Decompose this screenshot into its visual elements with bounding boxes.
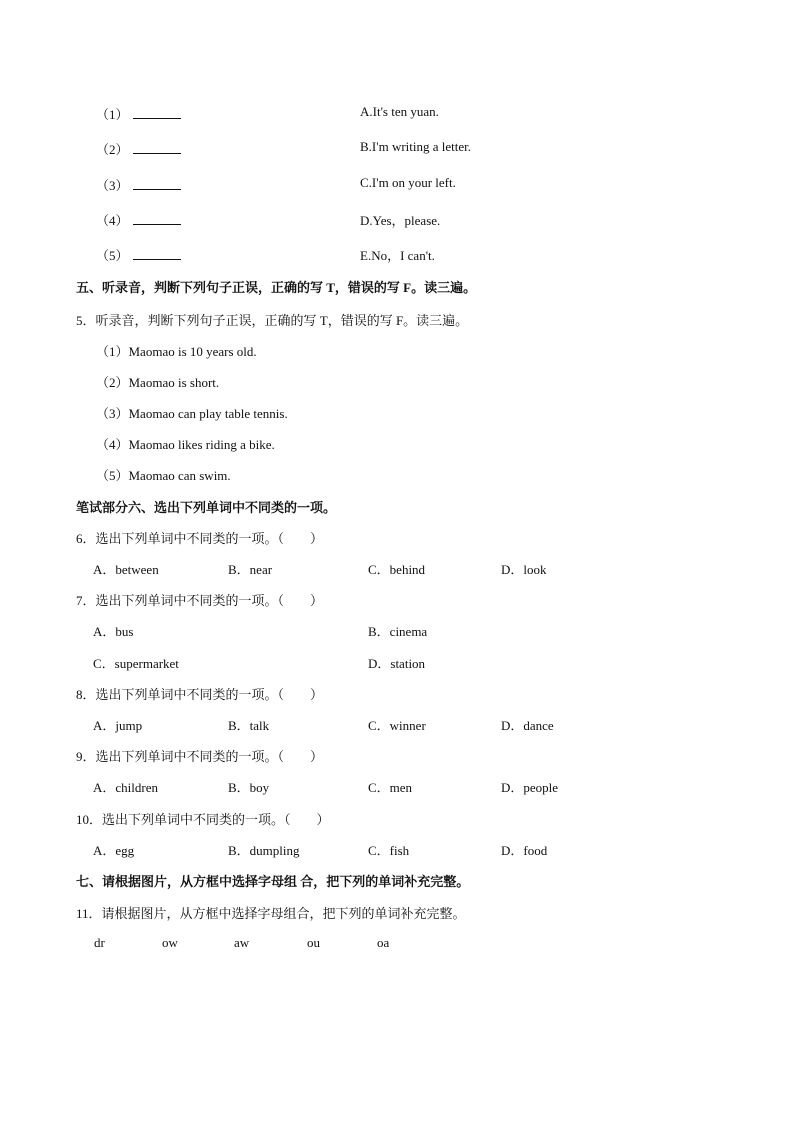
q10-option-b[interactable]: B．dumpling: [228, 843, 300, 858]
match-blank-2: [96, 139, 181, 158]
q8-option-c[interactable]: C．winner: [368, 718, 426, 733]
q6-option-c[interactable]: C．behind: [368, 562, 426, 577]
question-7-stem: 7．选出下列单词中不同类的一项。（ ）: [76, 593, 324, 608]
question-5-stem: 5．听录音，判断下列句子正误，正确的写 T，错误的写 F。读三遍。: [76, 313, 469, 328]
statement-5: （5）Maomao can swim.: [96, 468, 231, 483]
q9-option-c[interactable]: C．men: [368, 780, 413, 795]
question-6-stem: 6．选出下列单词中不同类的一项。（ ）: [76, 531, 324, 546]
statement-4: （4）Maomao likes riding a bike.: [96, 437, 275, 452]
match-blank-4: [96, 210, 181, 229]
match-blank-3: [96, 175, 181, 194]
match-blank-5: [96, 245, 181, 264]
question-8-stem: 8．选出下列单词中不同类的一项。（ ）: [76, 687, 324, 702]
blank-number: （2）: [96, 142, 129, 157]
answer-blank[interactable]: [133, 248, 181, 260]
section-5-heading: 五、听录音，判断下列句子正误，正确的写 T，错误的写 F。读三遍。: [76, 280, 477, 295]
q8-option-d[interactable]: D．dance: [501, 718, 554, 733]
q10-option-c[interactable]: C．fish: [368, 843, 410, 858]
q6-option-a[interactable]: A．between: [93, 562, 159, 577]
blank-number: （4）: [96, 213, 129, 228]
match-answer-d: D.Yes，please.: [360, 213, 441, 228]
letter-combo-dr: dr: [94, 935, 105, 950]
match-answer-a: A.It's ten yuan.: [360, 104, 439, 119]
match-answer-c: C.I'm on your left.: [360, 175, 456, 190]
letter-combo-ou: ou: [307, 935, 320, 950]
statement-3: （3）Maomao can play table tennis.: [96, 406, 288, 421]
match-answer-b: B.I'm writing a letter.: [360, 139, 472, 154]
q10-option-a[interactable]: A．egg: [93, 843, 135, 858]
section-7-heading: 七、请根据图片，从方框中选择字母组 合，把下列的单词补充完整。: [76, 874, 470, 889]
match-blank-1: [96, 104, 181, 123]
q7-option-c[interactable]: C．supermarket: [93, 656, 179, 671]
q8-option-a[interactable]: A．jump: [93, 718, 143, 733]
answer-blank[interactable]: [133, 178, 181, 190]
match-answer-e: E.No，I can't.: [360, 248, 435, 263]
q9-option-d[interactable]: D．people: [501, 780, 559, 795]
answer-blank[interactable]: [133, 142, 181, 154]
q6-option-d[interactable]: D．look: [501, 562, 547, 577]
q9-option-a[interactable]: A．children: [93, 780, 158, 795]
q7-option-a[interactable]: A．bus: [93, 624, 134, 639]
q6-option-b[interactable]: B．near: [228, 562, 273, 577]
section-6-heading: 笔试部分六、选出下列单词中不同类的一项。: [76, 500, 337, 515]
letter-combo-ow: ow: [162, 935, 178, 950]
answer-blank[interactable]: [133, 213, 181, 225]
letter-combo-aw: aw: [234, 935, 250, 950]
letter-combo-oa: oa: [377, 935, 390, 950]
q8-option-b[interactable]: B．talk: [228, 718, 270, 733]
question-10-stem: 10．选出下列单词中不同类的一项。（ ）: [76, 812, 330, 827]
blank-number: （3）: [96, 178, 129, 193]
blank-number: （5）: [96, 248, 129, 263]
blank-number: （1）: [96, 107, 129, 122]
q7-option-d[interactable]: D．station: [368, 656, 426, 671]
question-9-stem: 9．选出下列单词中不同类的一项。（ ）: [76, 749, 324, 764]
question-11-stem: 11．请根据图片，从方框中选择字母组合，把下列的单词补充完整。: [76, 906, 466, 921]
statement-2: （2）Maomao is short.: [96, 375, 220, 390]
answer-blank[interactable]: [133, 107, 181, 119]
q9-option-b[interactable]: B．boy: [228, 780, 270, 795]
q7-option-b[interactable]: B．cinema: [368, 624, 428, 639]
q10-option-d[interactable]: D．food: [501, 843, 548, 858]
statement-1: （1）Maomao is 10 years old.: [96, 344, 257, 359]
